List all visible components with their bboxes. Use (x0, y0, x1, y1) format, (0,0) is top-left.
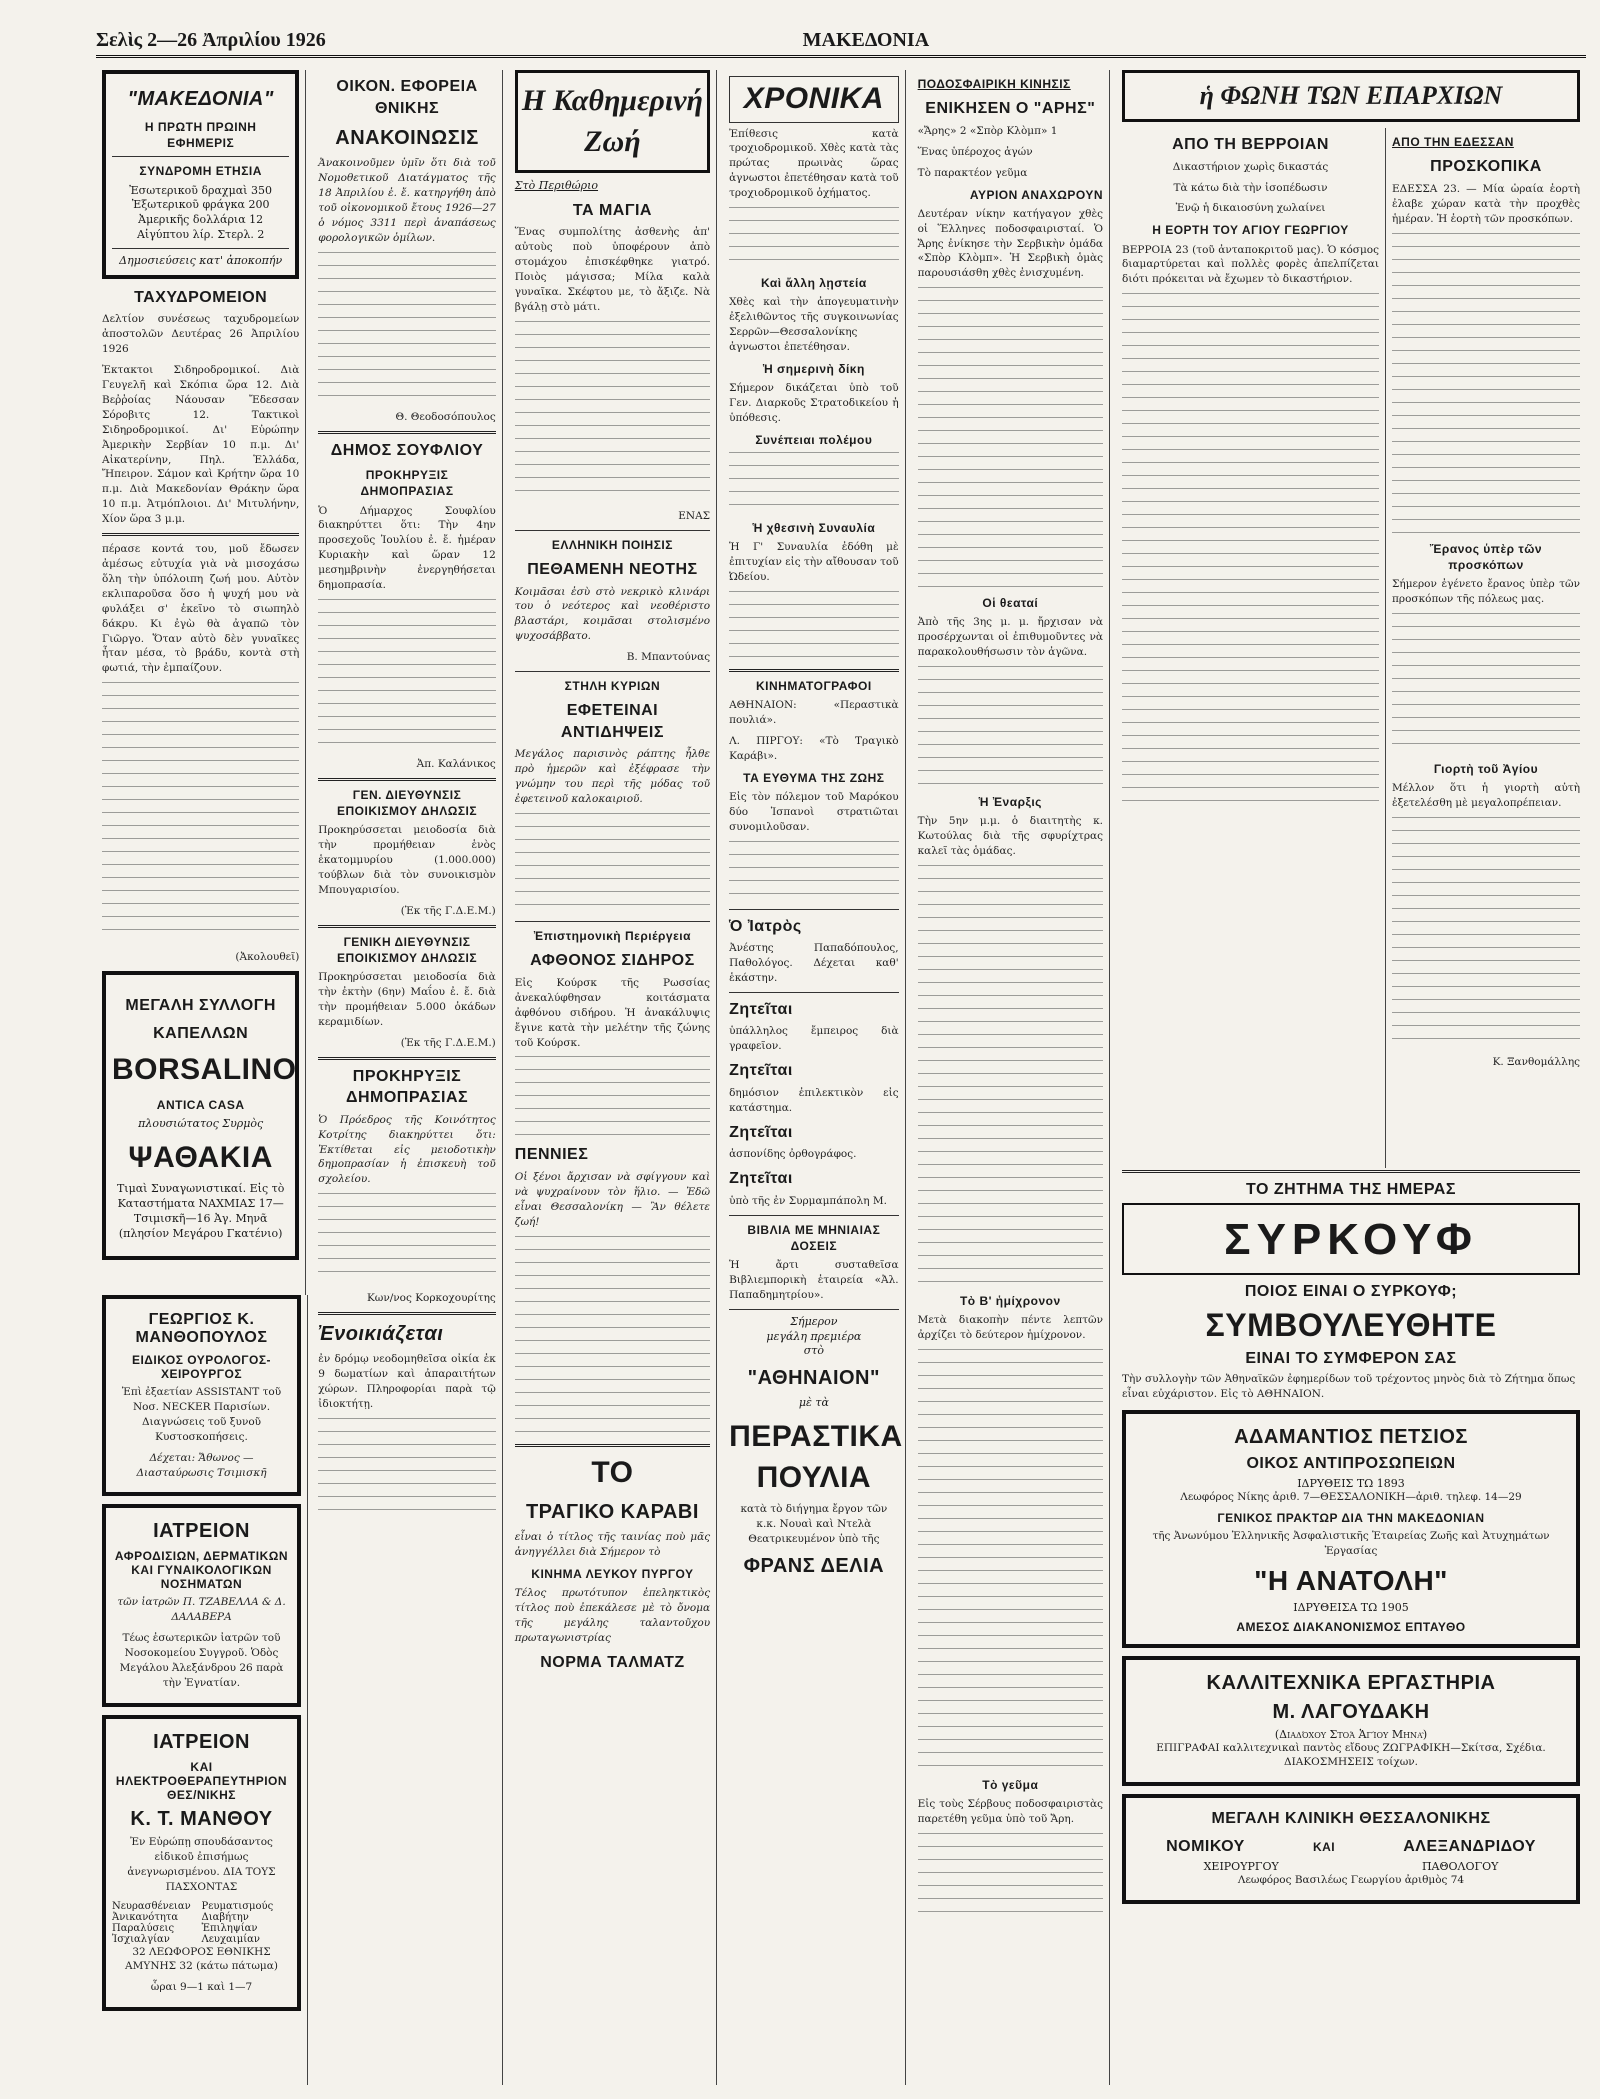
fundraiser-continuation (1392, 613, 1580, 753)
ship-ad-star: ΝΟΡΜΑ ΤΑΛΜΑΤΖ (540, 1653, 685, 1671)
auction-text: Ὁ Πρόεδρος τῆς Κοινότητος Κοτρίτης διακηρύττει ὅτι: Ἐκτίθεται εἰς μειοδοτικὴν δημοπρασίαν ἡ ἐπισκευὴ τοῦ σχολείου. (318, 1113, 496, 1186)
lagoudakis-ad (1122, 1656, 1580, 1787)
column-2 (312, 70, 502, 2085)
newspaper-header (96, 30, 1586, 58)
story-text: πέρασε κοντά του, μοῦ ἔδωσεν ἀμέσως εὐτυχία γιὰ νὰ μισοχάσω ὅλη τὴν ὑπόλοιπη ζωή μου. Αὐτὸν εκλιπαροῦσα ὅσο ἡ ψυχή μου νὰ φυλάξει σ' ἐκεῖνο τὸ σιωπηλὸ δάκρυ. Κι ἐγὼ θὰ ἀγαπῶ τὸν Γιῶργο. Ὅταν αὐτὸ δὲν γυναῖκες ἦταν μέσα, τὸ βράδυ, κοντὰ στὴ φωτιά, τὴν ἐμπαίζουν. (102, 543, 300, 675)
auction-sign: Κων/νος Κορκοχουρίτης (366, 1292, 496, 1305)
subscription-line: Ἀμερικῆς δολλάρια 12 (138, 213, 264, 227)
football-title: ΕΝΙΚΗΣΕΝ Ο "ΑΡΗΣ" (925, 100, 1096, 118)
celebration-text: Μέλλον ὅτι ἡ γιορτὴ αὐτὴ ἐξετελέσθη μὲ μεγαλοπρέπειαν. (1392, 781, 1580, 809)
premiere-text: κατὰ τὸ διήγημα ἔργον τῶν κ.κ. Νουαὶ καὶ Ντελὰ Θεατρικευμένον ὑπὸ τῆς (740, 1503, 888, 1545)
surcouf-question: ΠΟΙΟΣ ΕΙΝΑΙ Ο ΣΥΡΚΟΥΦ; (1244, 1283, 1458, 1300)
masthead-box (102, 70, 299, 279)
manthou-text: Ἐν Εὐρώπῃ σπουδάσαντος εἰδικοῦ ἐπισήμως ἀνεγνωρισμένου. ΔΙΑ ΤΟΥΣ ΠΑΣΧΟΝΤΑΣ (127, 1835, 276, 1893)
wanted-3-text: ἀσπονίδης ὀρθογράφος. (729, 1148, 857, 1161)
anatoli-foot: ΑΜΕΣΟΣ ΔΙΑΚΑΝΟΝΙΣΜΟΣ ΕΠΤΑΥΘΟ (1236, 1619, 1466, 1634)
trial-title: Ἡ σημερινὴ δίκη (762, 361, 865, 376)
settlement-text: Προκηρύσσεται μειοδοσία διὰ τὴν προμήθειαν ἑνὸς ἑκατομμυρίου (1.000.000) τούβλων διὰ τὸν συνοικισμὸν Μπουγαρισίου. (318, 824, 496, 896)
page-columns (96, 70, 1586, 2085)
tzavellas-names: τῶν ἰατρῶν Π. ΤΖΑΒΕΛΛΑ & Δ. ΔΑΛΑΒΕΡΑ (117, 1596, 286, 1624)
auction-title: ΠΡΟΚΗΡΥΞΙΣ ΔΗΜΟΠΡΑΣΙΑΣ (345, 1067, 469, 1107)
scouts-title: ΠΡΟΣΚΟΠΙΚΑ (1430, 158, 1542, 176)
auction-continuation (318, 1193, 495, 1283)
hat-ad-brand2: ANTICA CASA (156, 1097, 245, 1112)
petsios-agent: ΓΕΝΙΚΟΣ ΠΡΑΚΤΩΡ ΔΙΑ ΤΗΝ ΜΑΚΕΔΟΝΙΑΝ (1217, 1510, 1485, 1525)
tax-office-sign: Θ. Θεοδοσόπουλος (395, 410, 496, 423)
tzavellas-text: Τέως ἐσωτερικῶν ἰατρῶν τοῦ Νοσοκομείου Συγγροῦ. Ὁδὸς Μεγάλου Ἀλεξάνδρου 26 παρὰ τὴν Ἐγνατίαν. (119, 1632, 284, 1689)
post-text: Ἐκτακτοι Σιδηροδρομικοί. Διὰ Γευγελῆ καὶ Σκόπια ὥρα 12. Διὰ Βεῤῥοίας Νάουσαν Ἔδεσσαν Σόροβιτς 12. Τακτικοὶ Σιδηροδρομικοί. Δι' Εὐρώπην Ἀμερικὴν Σερβίαν 10 π.μ. Δι' Αἰκατερίνην, Πηλ. Ἑλλάδα, Ἤπειρον. Σάμον καὶ Κρήτην ὥρα 10 π.μ. Διὰ Μακεδονίαν Θράκην ὥρα 10 π.μ. Ἀτμόπλοιοι. Δι' Μιτυλήνην, Χίον ὥρα 3 μ.μ. (102, 364, 300, 526)
magic-continuation (515, 321, 710, 501)
story-sign: (Ἀκολουθεῖ) (235, 951, 300, 964)
column-3 (509, 70, 717, 2085)
soufli-sub: ΠΡΟΚΗΡΥΞΙΣ ΔΗΜΟΠΡΑΣΙΑΣ (360, 468, 454, 499)
manthou-list-item: Ἐπιληψίαν (201, 1922, 258, 1934)
ship-ad-text2: Τέλος πρωτότυπον ἐπεληκτικὸς τίτλος ποὺ ἐπεκάλεσε μὲ τὸ ὄνομα τῆς μεγάλης ταλαντοῦχου πρωταγωνιστρίας (514, 1587, 711, 1644)
books-text: Ἡ ἄρτι συσταθεῖσα Βιβλιεμπορικὴ ἑταιρεία «Ἀλ. Παπαδημητρίου». (729, 1259, 899, 1301)
kickoff-text: Τὴν 5ην μ.μ. ὁ διαιτητὴς κ. Κωτούλας διὰ τῆς σφυρίχτρας καλεῖ τὰς ὁμάδας. (917, 815, 1103, 858)
clinic-ad-role-2: ΠΑΘΟΛΟΓΟΥ (1421, 1860, 1499, 1874)
chronicles-title: ΧΡΟΝΙΚΑ (729, 76, 899, 123)
lagoudakis-title: ΚΑΛΛΙΤΕΧΝΙΚΑ ΕΡΓΑΣΤΗΡΙΑ (1206, 1671, 1496, 1694)
manthou-hours: ὧραι 9—1 καὶ 1—7 (150, 1981, 253, 1994)
kickoff-title: Ἡ Ἐναρξις (978, 795, 1042, 810)
petsios-addr: Λεωφόρος Νίκης ἀριθ. 7—ΘΕΣΣΑΛΟΝΙΚΗ—ἀριθ. τηλεφ. 14—29 (1180, 1490, 1522, 1503)
manthou-list-item: Λευχαιμίαν (201, 1933, 260, 1945)
pennies-text: Οἱ ξένοι ἄρχισαν νὰ σφίγγουν καὶ νὰ ψυχραίνουν τὸν ἥλιο. — Ἐδῶ εἶναι Θεσσαλονίκη — Ἂν θέλετε ζωή! (514, 1171, 711, 1228)
petsios-sub: ΟΙΚΟΣ ΑΝΤΙΠΡΟΣΩΠΕΙΩΝ (1246, 1454, 1456, 1472)
manthopoulos-name: ΓΕΩΡΓΙΟΣ Κ. ΜΑΝΘΟΠΟΥΛΟΣ (135, 1311, 268, 1346)
surcouf-title: ΣΥΡΚΟΥΦ (1224, 1215, 1478, 1264)
second-half-text: Μετὰ διακοπὴν πέντε λεπτῶν ἀρχίζει τὸ δεύτερον ἡμίχρονον. (917, 1314, 1103, 1342)
veria-text: ΒΕΡΡΟΙΑ 23 (τοῦ ἀνταποκριτοῦ μας). Ὁ κόσμος διαμαρτύρεται καὶ πολλὲς φορὲς ἀπελπίζεται διότι πρόκειται νὰ ἔχωμεν τὸ δικαστήριον. (1122, 243, 1379, 286)
rent-continuation (318, 1418, 495, 1518)
hat-ad-shop: ΨΑΘΑΚΙΑ (128, 1140, 273, 1174)
poetry-sign: Β. Μπαντούνας (626, 651, 711, 664)
consult-text: Τὴν συλλογὴν τῶν Ἀθηναϊκῶν ἐφημερίδων τοῦ τρέχοντος μηνὸς διὰ τὸ Ζήτημα ὅπως εἶναι εὐχάριστον. Εἰς τὸ ΑΘΗΝΑΙΟΝ. (1122, 1373, 1576, 1400)
petsios-name: ΑΔΑΜΑΝΤΙΟΣ ΠΕΤΣΙΟΣ (1234, 1425, 1468, 1448)
column-6 (1116, 128, 1386, 1168)
lagoudakis-text: ΕΠΙΓΡΑΦΑΙ καλλιτεχνικαὶ παντὸς εἴδους ΖΩΓΡΑΦΙΚΗ—Σκίτσα, Σχέδια. ΔΙΑΚΟΣΜΗΣΕΙΣ τοίχων. (1156, 1741, 1546, 1769)
concert-continuation (729, 591, 899, 661)
manthou-list-item: Ρευματισμούς (201, 1900, 274, 1912)
manthou-list-item: Διαβήτην (201, 1911, 249, 1923)
rent-text: ἐν δρόμῳ νεοδομηθεῖσα οἰκία ἐκ 9 δωματίων καὶ ἀπαραιτήτων χώρων. Πληροφορίαι παρὰ τῷ ἰδιοκτήτῃ. (318, 1353, 496, 1410)
celebration-title: Γιορτὴ τοῦ Ἀγίου (1433, 761, 1539, 776)
clinic-ad (1122, 1794, 1580, 1904)
hat-ad-title: ΜΕΓΑΛΗ ΣΥΛΛΟΓΗ (125, 997, 276, 1015)
scouts-text: ΕΔΕΣΣΑ 23. — Μία ὡραία ἑορτὴ ἐλαβε χώραν κατὰ τὴν προχθὲς ἡμέραν. Ἡ ἐορτὴ τῶν προσκόπων. (1392, 182, 1580, 225)
manthopoulos-hours: Δέχεται: Ἄθωνος — Διασταύρωσις Τσιμισκῆ (136, 1451, 267, 1479)
wanted-1: Ζητεῖται (729, 1000, 793, 1018)
tax-office-text: Ἀνακοινοῦμεν ὑμῖν ὅτι διὰ τοῦ Νομοθετικοῦ Διατάγματος τῆς 18 Ἀπριλίου ἐ. ἔ. κατηργήθη ἀπὸ τοῦ οἰκονομικοῦ ἔτους 1926—27 ὁ νόμος 3311 περὶ ἀναπάσεως φορολογικῶν ὁμίλων. (318, 157, 496, 244)
doctor-text: Ἀνέστης Παπαδόπουλος, Παθολόγος. Δέχεται καθ' ἑκάστην. (729, 942, 899, 984)
rent-title: Ἐνοικιάζεται (318, 1323, 444, 1346)
clinic-ad-name-1: ΝΟΜΙΚΟΥ (1166, 1838, 1245, 1856)
football-line-2: Ἕνας ὑπέροχος ἀγών (917, 145, 1033, 158)
clinic-ad-address: Λεωφόρος Βασιλέως Γεωργίου ἀριθμὸς 74 (1237, 1874, 1465, 1887)
poetry-label: ΕΛΛΗΝΙΚΗ ΠΟΙΗΣΙΣ (551, 537, 673, 552)
manthopoulos-role: ΕΙΔΙΚΟΣ ΟΥΡΟΛΟΓΟΣ-ΧΕΙΡΟΥΡΓΟΣ (131, 1353, 272, 1381)
second-half-continuation (918, 1349, 1103, 1769)
soufli-sign: Ἀπ. Καλάνικος (416, 757, 496, 770)
science-continuation (515, 1056, 710, 1136)
dinner-text: Εἰς τοὺς Σέρβους ποδοσφαιριστὰς παρετέθη γεῦμα ὑπὸ τοῦ Ἄρη. (917, 1798, 1103, 1826)
manthou-list (112, 1901, 291, 1945)
football-line-3: Τὸ παρακτέον γεῦμα (917, 166, 1028, 179)
post-title: ΤΑΧΥΔΡΟΜΕΙΟΝ (134, 288, 268, 306)
spectators-continuation (918, 666, 1103, 786)
subscription-line: Ἐξωτερικοῦ φράγκα 200 (131, 198, 270, 212)
war-title: Συνέπειαι πολέμου (755, 432, 873, 447)
veria-bullet-2: Τὰ κάτω διὰ τὴν ἰσοπέδωσιν (1173, 181, 1328, 194)
manthou-name: Κ. Τ. ΜΑΝΘΟΥ (130, 1807, 273, 1830)
spectators-title: Οἱ θεαταί (982, 596, 1039, 611)
concert-text: Ἡ Γ' Συναυλία ἐδόθη μὲ ἐπιτυχίαν εἰς τὴν αἴθουσαν τοῦ Ὠδείου. (729, 541, 899, 583)
anatoli-year: ΙΔΡΥΘΕΙΣΑ ΤΩ 1905 (1293, 1600, 1409, 1614)
column-4 (723, 70, 906, 2085)
premiere-with: μὲ τὰ (798, 1396, 829, 1410)
robbery-title: Καὶ ἄλλη λῃστεία (760, 276, 867, 291)
hat-ad-address: Τιμαὶ Συναγωνιστικαί. Εἰς τὸ Καταστήματα ΝΑΧΜΙΑΣ 17—Τσιμισκῆ—16 Ἀγ. Μηνᾶ (πλησίον Μεγάρου Γκατένιο) (116, 1182, 285, 1240)
ladies-label: ΣΤΗΛΗ ΚΥΡΙΩΝ (564, 679, 661, 694)
wanted-4-text: ὑπὸ τῆς ἐν Συρμαμπάπολη Μ. (729, 1194, 887, 1207)
consult-title: ΣΥΜΒΟΥΛΕΥΘΗΤΕ (1205, 1307, 1497, 1343)
celebration-continuation (1392, 817, 1580, 1047)
post-intro: Δελτίον συνέσεως ταχυδρομείων ἀποστολῶν Δευτέρας 26 Ἀπριλίου 1926 (102, 313, 300, 356)
tax-office-notice: ΑΝΑΚΟΙΝΩΣΙΣ (335, 127, 479, 150)
humor-text: Εἰς τὸν πόλεμον τοῦ Μαρόκου δύο Ἰσπανοὶ στρατιῶται συνομιλοῦσαν. (729, 790, 899, 833)
ladies-title: ΕΦΕΤΕΙΝΑΙ ΑΝΤΙΔΗΨΕΙΣ (560, 702, 664, 741)
notices-line: Δημοσιεύσεις κατ' ἀποκοπήν (119, 253, 283, 267)
petsios-ad (1122, 1410, 1580, 1648)
manthou-list-item: Παραλύσεις (112, 1922, 175, 1934)
settlement2-text: Προκηρύσσεται μειοδοσία διὰ τὴν ἐκτὴν (6ην) Μαΐου ἐ. ἔ. διὰ τὴν προμήθειαν 5.000 ὀκάδων κεραμιδίων. (318, 971, 496, 1028)
ship-ad-title: ΤΡΑΓΙΚΟ ΚΑΡΑΒΙ (525, 1501, 699, 1524)
chronicles-continuation (729, 207, 899, 267)
pennies-title: ΠΕΝΝΙΕΣ (514, 1146, 589, 1164)
manthou-list-item: Ἀνικανότητα (112, 1911, 179, 1923)
science-title: ΑΦΘΟΝΟΣ ΣΙΔΗΡΟΣ (530, 952, 695, 970)
spectators-text: Ἀπὸ τῆς 3ης μ. μ. ἤρχισαν νὰ προσέρχωνται οἱ ἐπιθυμοῦντες νὰ παρακολουθήσωσιν τὸν ἀγῶνα. (917, 616, 1103, 659)
premiere-at: στὸ (803, 1344, 824, 1358)
settlement-title: ΓΕΝ. ΔΙΕΥΘΥΝΣΙΣ ΕΠΟΙΚΙΣΜΟΥ ΔΗΛΩΣΙΣ (336, 787, 478, 819)
humor-continuation (729, 841, 899, 901)
bottom-left-ads (96, 1295, 308, 2085)
premiere-film: ΠΕΡΑΣΤΙΚΑ ΠΟΥΛΙΑ (729, 1420, 903, 1494)
premiere-star: ΦΡΑΝΣ ΔΕΛΙΑ (743, 1554, 885, 1577)
column-7 (1386, 128, 1586, 1168)
petsios-year: ΙΔΡΥΘΕΙΣ ΤΩ 1893 (1297, 1476, 1405, 1490)
veria-bullet-3: Ἐνῷ ἡ δικαιοσύνη χωλαίνει (1175, 202, 1326, 215)
fundraiser-title: Ἔρανος ὑπὲρ τῶν προσκόπων (1429, 541, 1543, 572)
hat-ad-brand: BORSALINO (112, 1053, 297, 1087)
football-label: ΠΟΔΟΣΦΑΙΡΙΚΗ ΚΙΝΗΣΙΣ (917, 77, 1071, 91)
poetry-title: ΠΕΘΑΜΕΝΗ ΝΕΟΤΗΣ (527, 560, 698, 578)
tax-office-continuation (318, 252, 495, 402)
cinema-2: Λ. ΠΙΡΓΟΥ: «Τὸ Τραγικὸ Καράβι». (729, 734, 899, 762)
science-label: Ἐπιστημονικὴ Περιέργεια (533, 929, 691, 944)
ship-ad-text: εἶναι ὁ τίτλος τῆς ταινίας ποὺ μᾶς ἀνηγγέλλει διὰ Σήμερον τὸ (514, 1531, 711, 1559)
poetry-text: Κοιμᾶσαι ἐσὺ στὸ νεκρικὸ κλινάρι του ὁ νεότερος καὶ νεοθέριστο βλαστάρι, κοιμᾶσαι στολισμένο ψυχοσάββατο. (514, 585, 711, 643)
football-continuation (918, 287, 1103, 587)
science-text: Εἰς Κούρσκ τῆς Ρωσσίας ἀνεκαλύφθησαν κοιτάσματα ἀφθόνου σιδήρου. Ἡ ἀνακάλυψις ἔγινε κατὰ τὴν μελέτην τῆς ζώνης τοῦ Κούρσκ. (514, 976, 711, 1049)
tax-office-title: ΟΙΚΟΝ. ΕΦΟΡΕΙΑ ΘΝΙΚΗΣ (336, 78, 478, 117)
mast-title: "ΜΑΚΕΔΟΝΙΑ" (127, 88, 274, 110)
manthou-list-item: Ἰσχιαλγίαν (112, 1933, 170, 1945)
ladies-continuation (515, 813, 710, 913)
settlement2-sign: (Ἐκ τῆς Γ.Δ.Ε.Μ.) (400, 1036, 496, 1049)
premiere-big: μεγάλη πρεμιέρα (766, 1329, 862, 1343)
wanted-4: Ζητεῖται (729, 1170, 793, 1188)
magic-title: ΤΑ ΜΑΓΙΑ (572, 201, 652, 219)
doctor-title: Ὁ Ἰατρὸς (729, 917, 802, 935)
subscription-line: Αἰγύπτου λίρ. Στερλ. 2 (136, 228, 265, 242)
fundraiser-text: Σήμερον ἐγένετο ἔρανος ὑπὲρ τῶν προσκόπων τῆς πόλεως μας. (1392, 577, 1580, 605)
concert-title: Ἡ χθεσινὴ Συναυλία (752, 520, 876, 535)
dinner-continuation (918, 1833, 1103, 1923)
subscription-line: Ἐσωτερικοῦ δραχμαὶ 350 (129, 183, 272, 197)
st-george-title: Η ΕΟΡΤΗ ΤΟΥ ΑΓΙΟΥ ΓΕΩΡΓΙΟΥ (1152, 223, 1349, 238)
tzavellas-title: ΙΑΤΡΕΙΟΝ (153, 1520, 250, 1543)
lagoudakis-owner: Μ. ΛΑΓΟΥΔΑΚΗ (1272, 1700, 1430, 1723)
wanted-2: Ζητεῖται (729, 1062, 793, 1080)
football-departure: ΑΥΡΙΟΝ ΑΝΑΧΩΡΟΥΝ (969, 187, 1103, 202)
manthou-title: ΙΑΤΡΕΙΟΝ (153, 1730, 250, 1753)
soufli-continuation (318, 599, 495, 749)
edessa-label: ΑΠΟ ΤΗΝ ΕΔΕΣΣΑΝ (1392, 135, 1514, 149)
manthopoulos-text: Ἐπὶ ἐξαετίαν ASSISTANT τοῦ Νοσ. NECKER Παρισίων. Διαγνώσεις τοῦ ξυνοῦ Κυστοσκοπήσεις. (121, 1386, 282, 1443)
humor-title: ΤΑ ΕΥΘΥΜΑ ΤΗΣ ΖΩΗΣ (743, 770, 885, 785)
wanted-2-text: δημόσιον ἐπιλεκτικὸν εἰς κατάστημα. (729, 1086, 899, 1114)
ladies-text: Μεγάλος παρισινὸς ράπτης ἦλθε πρὸ ἡμερῶν καὶ ἐξέφρασε τὴν γνώμην του περὶ τῆς μόδας τοῦ ἐφετεινοῦ καλοκαιριοῦ. (514, 748, 711, 806)
premiere-today: Σήμερον (790, 1314, 838, 1328)
issue-of-day-block (1116, 1175, 1586, 1912)
settlement-sign: (Ἐκ τῆς Γ.Δ.Ε.Μ.) (400, 904, 496, 917)
second-half-title: Τὸ Β' ἡμίχρονον (959, 1294, 1061, 1309)
manthou-list-item: Νευρασθένειαν (112, 1900, 191, 1912)
football-line-1: «Ἄρης» 2 «Σπὸρ Κλὸμπ» 1 (917, 124, 1058, 137)
mast-subtitle: Η ΠΡΩΤΗ ΠΡΩΙΝΗ ΕΦΗΜΕΡΙΣ (144, 120, 257, 151)
provinces-banner: ἡ ΦΩΝΗ ΤΩΝ ΕΠΑΡΧΙΩΝ (1122, 70, 1580, 122)
cinema-1: ΑΘΗΝΑΙΟΝ: «Περαστικὰ πουλιά». (729, 699, 899, 726)
provinces-sign: Κ. Ξανθομάλλης (1492, 1055, 1580, 1068)
robbery-text: Χθὲς καὶ τὴν ἀπογευματινὴν ἐξελιθῶντος τῆς συγκοινωνίας Σερρῶν—Θεσσαλονίκης ἀγνωστοι ἐπετέθησαν. (729, 296, 899, 353)
dinner-title: Τὸ γεῦμα (982, 1778, 1039, 1793)
story-continuation (102, 682, 299, 942)
magic-text: Ἕνας συμπολίτης ἀσθενὴς ἀπ' αὐτοὺς ποὺ ὑποφέρουν ἀπὸ στομάχου ἐπισκέφθηκε γιατρό. Ποιὸς μάγισσα; Μίλα καλὰ γυναῖκα. Σκέφτου με, τὸ ἄξιζε. Νὰ βγάλῃ στὸ μάτι. (514, 226, 711, 313)
trial-text: Σήμερον δικάζεται ὑπὸ τοῦ Γεν. Διαρκοῦς Στρατοδικείου ἡ ὑπόθεσις. (729, 382, 899, 424)
books-title: ΒΙΒΛΙΑ ΜΕ ΜΗΝΙΑΙΑΣ ΔΟΣΕΙΣ (747, 1222, 881, 1253)
war-continuation (729, 452, 899, 512)
clinic-ad-name-2: ΑΛΕΞΑΝΔΡΙΔΟΥ (1403, 1838, 1536, 1856)
cinemas-title: ΚΙΝΗΜΑΤΟΓΡΑΦΟΙ (756, 678, 872, 693)
manthou-address: 32 ΛΕΩΦΟΡΟΣ ΕΘΝΙΚΗΣ ΑΜΥΝΗΣ 32 (κάτω πάτωμα) (125, 1945, 278, 1973)
settlement2-title: ΓΕΝΙΚΗ ΔΙΕΥΘΥΝΣΙΣ ΕΠΟΙΚΙΣΜΟΥ ΔΗΛΩΣΙΣ (336, 934, 478, 965)
ship-ad-cinema: ΚΙΝΗΜΑ ΛΕΥΚΟΥ ΠΥΡΓΟΥ (531, 1566, 694, 1581)
kickoff-continuation (918, 865, 1103, 1285)
hat-ad-sub: ΚΑΠΕΛΛΩΝ (153, 1024, 249, 1042)
daily-life-banner: Η Καθημερινή Ζωή (515, 70, 710, 173)
veria-continuation (1122, 293, 1379, 813)
hat-ad-note: πλουσιώτατος Συρμὸς (138, 1117, 264, 1130)
clinic-ad-and: ΚΑΙ (1312, 1840, 1336, 1855)
column-5 (912, 70, 1110, 2085)
pennies-continuation (515, 1236, 710, 1436)
soufli-text: Ὁ Δήμαρχος Σουφλίου διακηρύττει ὅτι: Τὴν 4ην προσεχοῦς Ἰουλίου ἐ. ἔ. ἡμέραν Κυριακὴν καὶ ὥραν 12 μεσημβρινὴν ἐνεργηθήσεται δημοπρασία. (318, 504, 496, 592)
petsios-agent-sub: τῆς Ἀνωνύμου Ἑλληνικῆς Ἀσφαλιστικῆς Ἑταιρείας Ζωῆς καὶ Ἀτυχημάτων Ἐργασίας (1152, 1529, 1550, 1557)
manthou-ad (102, 1715, 301, 2011)
issue-of-day-title: ΤΟ ΖΗΤΗΜΑ ΤΗΣ ΗΜΕΡΑΣ (1246, 1181, 1456, 1198)
hat-ad (102, 971, 299, 1260)
anatoli-brand: "Η ΑΝΑΤΟΛΗ" (1254, 1564, 1448, 1596)
tzavellas-ad (102, 1504, 301, 1706)
magic-sign: ΕΝΑΣ (678, 509, 711, 522)
wanted-3: Ζητεῖται (729, 1123, 793, 1141)
sidelines-label: Στὸ Περιθώριο (514, 179, 599, 192)
clinic-ad-role-1: ΧΕΙΡΟΥΡΓΟΥ (1203, 1860, 1279, 1874)
scouts-continuation (1392, 233, 1580, 533)
newspaper-title: ΜΑΚΕΔΟΝΙΑ (802, 29, 930, 51)
page-date: Σελὶς 2—26 Ἀπριλίου 1926 (96, 29, 326, 51)
clinic-ad-title: ΜΕΓΑΛΗ ΚΛΙΝΙΚΗ ΘΕΣΣΑΛΟΝΙΚΗΣ (1211, 1810, 1491, 1828)
lagoudakis-sub: (Διαδόχου Στοά Ἁγίου Μηνᾶ) (1274, 1727, 1428, 1741)
wanted-1-text: ὑπάλληλος ἔμπειρος διὰ γραφεῖον. (729, 1025, 899, 1053)
premiere-cinema: "ΑΘΗΝΑΙΟΝ" (747, 1367, 880, 1390)
manthopoulos-ad (102, 1295, 301, 1496)
manthou-sub: ΚΑΙ ΗΛΕΚΤΡΟΘΕΡΑΠΕΥΤΗΡΙΟΝ ΘΕΣ/ΝΙΚΗΣ (115, 1759, 288, 1802)
tzavellas-sub: ΑΦΡΟΔΙΣΙΩΝ, ΔΕΡΜΑΤΙΚΩΝ ΚΑΙ ΓΥΝΑΙΚΟΛΟΓΙΚΩΝ ΝΟΣΗΜΑΤΩΝ (114, 1549, 289, 1592)
veria-bullet-1: Δικαστήριον χωρὶς δικαστάς (1172, 160, 1329, 173)
subscription-title: ΣΥΝΔΡΟΜΗ ΕΤΗΣΙΑ (139, 164, 262, 179)
ship-ad-the: ΤΟ (591, 1455, 634, 1489)
veria-title: ΑΠΟ ΤΗ ΒΕΡΡΟΙΑΝ (1172, 136, 1329, 153)
football-text: Δευτέραν νίκην κατήγαγον χθὲς οἱ Ἕλληνες ποδοσφαιρισταί. Ὁ Ἄρης ἐνίκησε τὴν Σερβικὴν ὁμάδα «Σπὸρ Κλὸμπ». Ἡ Σερβικὴ ὁμὰς παρουσιάσθη χθὲς ἐνισχυμένη. (917, 207, 1103, 280)
consult-sub: ΕΙΝΑΙ ΤΟ ΣΥΜΦΕΡΟΝ ΣΑΣ (1245, 1350, 1457, 1367)
surcouf-box (1122, 1203, 1580, 1275)
soufli-title: ΔΗΜΟΣ ΣΟΥΦΛΙΟΥ (330, 441, 484, 459)
chronicles-text: Ἐπίθεσις κατὰ τροχιοδρομικοῦ. Χθὲς κατὰ τὰς πρώτας πρωινὰς ὥρας ἀγνωστοι ἐπετέθησαν κατὰ τοῦ τροχιοδρομικοῦ ὀχήματος. (729, 127, 899, 200)
columns-6-7 (1116, 70, 1586, 2085)
